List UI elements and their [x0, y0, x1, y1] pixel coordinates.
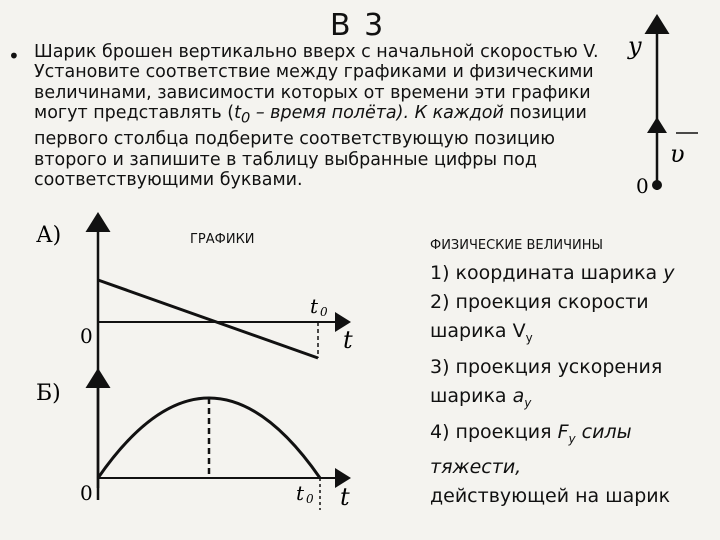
quantity-item-4b: действующей на шарик	[430, 485, 671, 508]
velocity-label: υ	[670, 140, 685, 168]
quantity-4-var: F	[557, 420, 569, 443]
graph-b-label: Б)	[36, 381, 61, 406]
quantity-1-var: y	[663, 262, 675, 284]
t0-symbol: t	[234, 103, 241, 124]
graph-a-t0-sub: 0	[320, 305, 328, 319]
quantity-item-2a: 2) проекция скорости	[430, 291, 649, 313]
graph-a-origin: 0	[80, 324, 93, 348]
graph-b-t0: t	[296, 481, 305, 505]
quantity-1-text: 1) координата шарика	[430, 262, 664, 284]
y-axis-label: y	[628, 32, 642, 60]
quantity-3-text: шарика	[430, 384, 513, 407]
t0-subscript: 0	[240, 109, 251, 127]
quantity-item-3a: 3) проекция ускорения	[430, 355, 663, 378]
graph-a-t0: t	[310, 294, 319, 318]
slide-title: В 3	[330, 8, 386, 43]
quantity-2-text: шарика V	[430, 320, 526, 342]
quantity-3-var: a	[512, 384, 525, 407]
ball-figure	[627, 24, 698, 198]
quantity-2-sub: y	[525, 330, 533, 345]
graph-a-curve	[98, 280, 318, 358]
t0-definition: – время полёта). К каждой	[250, 103, 504, 124]
graph-b-t-label: t	[340, 483, 350, 511]
quantities-heading: ФИЗИЧЕСКИЕ ВЕЛИЧИНЫ	[430, 238, 603, 253]
quantity-4-sub: y	[568, 431, 576, 446]
graphs-heading: ГРАФИКИ	[190, 232, 255, 247]
graph-b	[36, 378, 350, 511]
graph-b-origin: 0	[80, 481, 93, 505]
quantity-4-text: 4) проекция	[430, 420, 558, 443]
graph-a-t-label: t	[343, 326, 353, 354]
graph-b-t0-sub: 0	[306, 492, 314, 506]
ball	[652, 180, 662, 190]
question-part2: позиции первого столбца подберите соответствующую позицию второго и запишите в таблицу выбранные цифры под соответствующими буквами.	[34, 103, 587, 190]
graph-a-label: А)	[36, 223, 62, 248]
quantity-4-italic: силы тяжести,	[430, 420, 632, 479]
bullet-marker: •	[8, 44, 20, 68]
figure-origin-label: 0	[636, 174, 649, 198]
question-part1: Шарик брошен вертикально вверх с начальной скоростью V. Установите соответствие между графиками и физическими величинами, зависимости которых от времени эти графики могут представлять (	[34, 42, 599, 124]
quantity-3-sub: y	[524, 395, 532, 410]
